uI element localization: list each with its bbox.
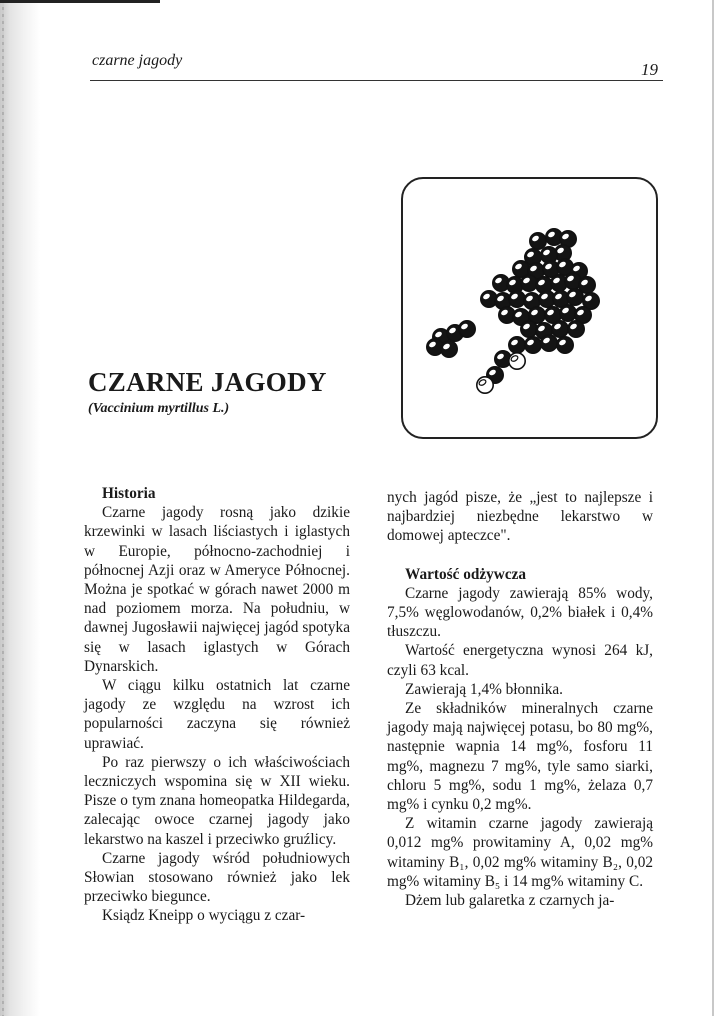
illustration-frame (401, 177, 658, 439)
berry-icon (560, 305, 576, 321)
berry-icon (525, 337, 541, 353)
paragraph: Czarne jagody rosną jako dzikie krzewinki w lasach liściastych i iglastych w Europie, północno-zachodniej i północnej Azji oraz w Ameryce Północnej. Można je spotkać w górach nawet 2000 m nad poziomem morza. Na południu, w dawnej Jugosławii najwięcej jagód spotyka się w lasach iglastych w Górach Dynarskich. (84, 504, 350, 675)
right-column (387, 488, 653, 910)
berry-icon (509, 353, 525, 369)
section-heading-nutrition: Wartość odżywcza (405, 565, 527, 583)
paragraph: Wartość energetyczna wynosi 264 kJ, czyli 63 kcal. (387, 642, 653, 679)
berry-icon (530, 233, 546, 249)
latin-name: (Vaccinium myrtillus L.) (88, 401, 230, 416)
paragraph-continuation: nych jagód pisze, że „jest to najlepsze i najbardziej niezbędne lekarstwo w domowej apteczce". (387, 489, 653, 545)
berry-icon (509, 291, 525, 307)
berry-icon (441, 341, 457, 357)
left-column (84, 484, 350, 926)
paragraph: Ksiądz Kneipp o wyciągu z czar- (102, 907, 306, 925)
berry-icon (557, 337, 573, 353)
berry-icon (552, 321, 568, 337)
berry-icon (521, 275, 537, 291)
blueberries-illustration (403, 179, 656, 437)
scan-top-edge (0, 0, 160, 3)
berry-icon (509, 337, 525, 353)
header-rule (90, 80, 663, 81)
berry-icon (568, 321, 584, 337)
page-title: CZARNE JAGODY (88, 367, 327, 397)
berry-icon (459, 321, 475, 337)
running-head: czarne jagody (92, 52, 183, 69)
berry-icon (567, 289, 583, 305)
paragraph: Zawierają 1,4% błonnika. (405, 680, 564, 698)
paragraph: Czarne jagody zawierają 85% wody, 7,5% węglowodanów, 0,2% białek i 0,4% tłuszczu. (387, 584, 653, 641)
paragraph: W ciągu kilku ostatnich lat czarne jagody ze względu na wzrost ich popularności zaczyna się również uprawiać. (84, 677, 350, 752)
paragraph: Z witamin czarne jagody zawierają 0,012 mg% prowitaminy A, 0,02 mg% witaminy B₁, 0,02 mg% witaminy B₂, 0,02 mg% witaminy B₅ i 14 mg% witaminy C. (387, 815, 653, 890)
paragraph: Po raz pierwszy o ich właściwościach leczniczych wspomina się w XII wieku. Pisze o tym znana homeopatka Hildegarda, zalecając owoce czarnej jagody jako lekarstwo na kaszel i przeciwko gruźlicy. (84, 753, 350, 848)
section-heading-history: Historia (102, 485, 156, 502)
berry-icon (477, 377, 493, 393)
page-number: 19 (641, 60, 658, 79)
berry-icon (521, 321, 537, 337)
paragraph: Dżem lub galaretka z czarnych ja- (405, 892, 615, 910)
scan-left-edge (0, 0, 40, 1016)
berry-icon (541, 335, 557, 351)
paragraph: Czarne jagody wśród południowych Słowian stosowano również jako lek przeciwko biegunce. (84, 849, 350, 906)
paragraph: Ze składników mineralnych czarne jagody mają najwięcej potasu, bo 80 mg%, następnie wapnia 14 mg%, fosforu 11 mg%, magnezu 7 mg%, tyle samo siarki, chloru 5 mg%, sodu 1 mg%, żelaza 0,7 mg% i cynku 0,2 mg%. (387, 700, 653, 814)
